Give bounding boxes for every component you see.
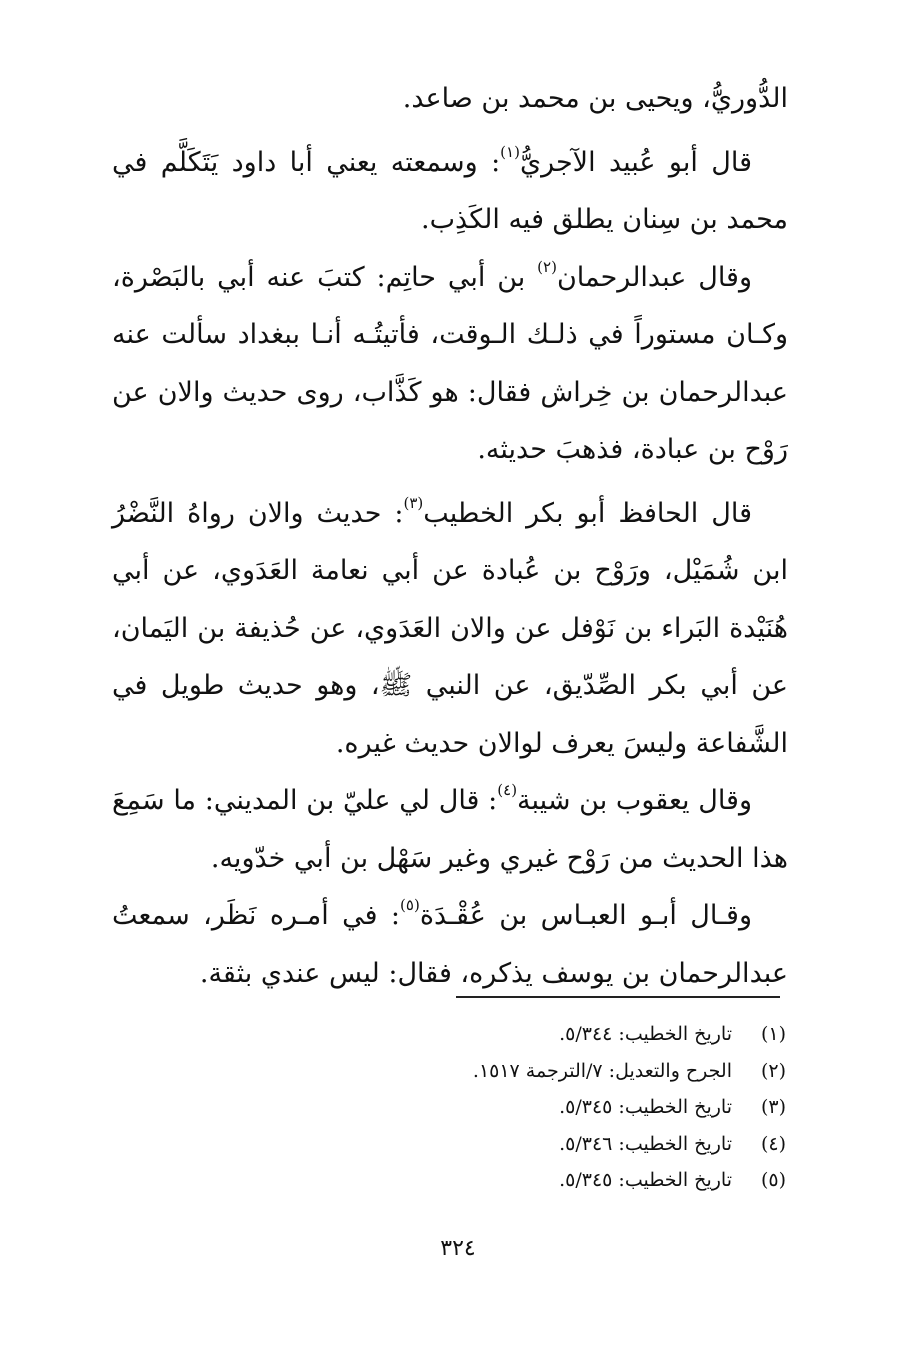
- paragraph-3: [112, 249, 788, 479]
- paragraph-3-text-end: بن أبي حاتِم: كتبَ عنه أبي بالبَصْرة، وكـان مستوراً في ذلـك الـوقت، فأتيتُـه أنـا ببغداد سألت عنه عبدالرحمان بن خِراش فقال: هو كَذَّاب، روى حديث والان عن رَوْح بن عبادة، فذهبَ حديثه.: [112, 261, 788, 465]
- paragraph-2: [112, 134, 788, 249]
- footnote-text: الجرح والتعديل: ٧/الترجمة ١٥١٧.: [472, 1059, 732, 1082]
- footnote-text: تاريخ الخطيب: ٥/٣٤٦.: [559, 1132, 732, 1155]
- footnote-marker-4: (٤): [497, 781, 518, 799]
- footnote-number: (٥): [760, 1169, 786, 1191]
- main-text: [112, 70, 788, 1002]
- footnote-marker-1: (١): [500, 142, 520, 161]
- footnote-5: [200, 1162, 786, 1199]
- paragraph-6-text-start: وقـال أبـو العبـاس بن عُقْـدَة: [419, 900, 752, 931]
- paragraph-2-text-start: قال أبو عُبيد الآجريُّ: [519, 146, 752, 178]
- footnote-number: (١): [760, 1023, 786, 1045]
- paragraph-4: [112, 485, 788, 773]
- paragraph-3-text-start: وقال عبدالرحمان: [556, 261, 752, 293]
- footnote-3: [200, 1089, 786, 1126]
- footnote-number: (٢): [760, 1059, 786, 1082]
- footnotes-list: [200, 1016, 786, 1199]
- footnote-4: [200, 1126, 786, 1163]
- footnote-text: تاريخ الخطيب: ٥/٣٤٥.: [559, 1096, 732, 1118]
- paragraph-4-text-start: قال الحافظ أبو بكر الخطيب: [423, 497, 752, 529]
- paragraph-5: [112, 772, 788, 887]
- paragraph-4-text-end: : حديث والان رواهُ النَّضْرُ ابن شُمَيْل، ورَوْح بن عُبادة عن أبي نعامة العَدَوي، عن أبي هُنَيْدة البَراء بن نَوْفل عن والان العَدَوي، عن حُذيفة بن اليَمان، عن أبي بكر الصِّدّيق، عن النبي ﷺ، وهو حديث طويل في الشَّفاعة وليسَ يعرف لوالان حديث غيره.: [112, 497, 788, 759]
- footnote-1: [200, 1016, 786, 1053]
- paragraph-2-text-end: : وسمعته يعني أبا داود يَتَكَلَّم في محمد بن سِنان يطلق فيه الكَذِب.: [112, 146, 788, 235]
- footnote-marker-3: (٣): [403, 493, 424, 512]
- footnote-separator: [456, 996, 780, 998]
- paragraph-5-text-end: : قال لي عليّ بن المديني: ما سَمِعَ هذا الحديث من رَوْح غيري وغير سَهْل بن أبي خدّويه.: [112, 785, 788, 874]
- footnote-text: تاريخ الخطيب: ٥/٣٤٥.: [559, 1169, 732, 1191]
- footnote-marker-5: (٥): [400, 896, 420, 914]
- footnote-2: [200, 1053, 786, 1090]
- footnote-text: تاريخ الخطيب: ٥/٣٤٤.: [559, 1023, 732, 1045]
- paragraph-5-text-start: وقال يعقوب بن شيبة: [517, 785, 753, 816]
- paragraph-6-text-end: : في أمـره نَظَر، سمعتُ عبدالرحمان بن يوسف يذكره، فقال: ليس عندي بثقة.: [112, 900, 788, 989]
- page-number: ٣٢٤: [440, 1236, 476, 1261]
- footnote-marker-2: (٢): [537, 257, 557, 276]
- paragraph-1-text: الدُّوريُّ، ويحيى بن محمد بن صاعد.: [402, 83, 788, 114]
- paragraph-6: [112, 887, 788, 1002]
- paragraph-1: [112, 70, 788, 128]
- footnote-number: (٣): [760, 1096, 786, 1118]
- footnote-number: (٤): [760, 1132, 786, 1155]
